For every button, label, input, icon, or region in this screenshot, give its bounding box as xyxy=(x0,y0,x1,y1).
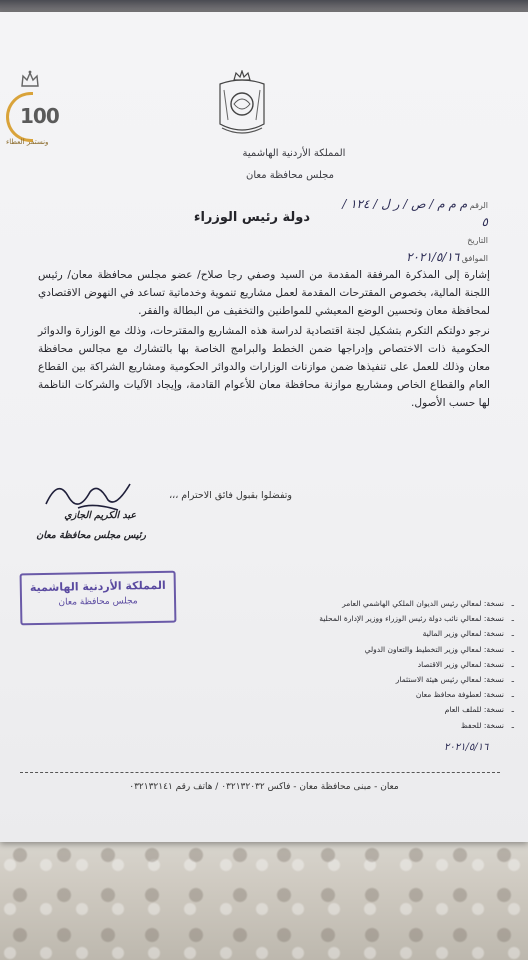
handwritten-date: ٢٠٢١/٥/١٦ xyxy=(444,742,489,753)
list-item: ـ نسخة: لمعالي وزير المالية xyxy=(422,629,514,639)
logo-tagline: ونستمر العطاء xyxy=(6,138,49,146)
reference-label: الرقم xyxy=(469,201,488,210)
reference-value: م م م / ص / ر ل / ١٢٤ / ٥ xyxy=(342,197,488,229)
list-item: ـ نسخة: للملف العام xyxy=(444,705,514,715)
attach-row xyxy=(338,249,488,267)
signatory-title: رئيس مجلس محافظة معان xyxy=(36,530,146,541)
official-stamp xyxy=(20,571,177,626)
signatory-name: عبد الكريم الجازي xyxy=(64,510,136,521)
crown-icon xyxy=(20,70,40,88)
body-paragraph-1: إشارة إلى المذكرة المرفقة المقدمة من السيد وصفي رجا صلاح/ عضو مجلس محافظة معان/ رئيس اللجنة المالية، بخصوص المقترحات المقدمة لعمل مشاريع تنموية وخدماتية تساعد في النهوض الاقتصادي لمحافظة معان وتحسين الوضع المعيشي للمواطنين والتخفيف من البطالة والفقر. xyxy=(38,269,490,317)
council-heading: مجلس محافظة معان xyxy=(245,170,334,181)
tablecloth-background xyxy=(0,835,528,960)
list-item: ـ نسخة: لمعالي وزير الاقتصاد xyxy=(417,659,514,669)
reference-row xyxy=(338,196,488,232)
list-item: ـ نسخة: لمعالي وزير التخطيط والتعاون الدولي xyxy=(364,644,514,654)
addressee: دولة رئيس الوزراء xyxy=(193,210,310,225)
list-item: ـ نسخة: لمعالي رئيس الديوان الملكي الهاشمي العامر xyxy=(342,599,514,608)
body-paragraph-2: نرجو دولتكم التكرم بتشكيل لجنة اقتصادية لدراسة هذه المشاريع والمقترحات، وذلك مع الوزارة والدوائر الحكومية ذات الاختصاص وإدراجها ضمن الخطط والبرامج الخاصة بها بالتشارك مع مجالس محافظة معان وذلك للعمل على تنفيذها ضمن موازنات الوزارات والدوائر الحكومية ومشاريع الشراكة بين القطاع العام والقطاع الخاص ومشاريع موازنة محافظة معان للأعوام القادمة، وإيجاد الآليات والشركات الناظمة لها حسب الأصول. xyxy=(38,325,490,409)
date-label: التاريخ xyxy=(467,236,488,245)
list-item: ـ نسخة: لعطوفة محافظ معان xyxy=(415,690,514,700)
letter-body xyxy=(38,266,490,412)
letter-page xyxy=(0,12,528,842)
list-item: ـ نسخة: للحفظ xyxy=(460,720,514,730)
stamp-line-2: مجلس محافظة معان xyxy=(58,596,138,608)
centennial-logo xyxy=(6,70,64,150)
closing-phrase: وتفضلوا بقبول فائق الاحترام ،،، xyxy=(169,490,292,501)
stamp-line-1: المملكة الأردنية الهاشمية xyxy=(29,578,166,595)
footer-contact: معان - مبنى محافظة معان - فاكس ٠٣٢١٣٢٠٣٢ / هاتف رقم ٠٣٢١٣٢١٤١ xyxy=(129,782,399,792)
date-row xyxy=(338,232,488,249)
logo-number: 100 xyxy=(20,104,59,128)
coat-of-arms-icon xyxy=(214,70,270,140)
copies-list xyxy=(274,596,514,733)
attach-label: الموافق xyxy=(461,254,488,263)
list-item: ـ نسخة: لمعالي نائب دولة رئيس الوزراء ووزير الإدارة المحلية xyxy=(319,614,514,624)
footer-divider xyxy=(20,772,500,773)
date-value: ٢٠٢١/٥/١٦ xyxy=(406,250,460,264)
list-item: ـ نسخة: لمعالي رئيس هيئة الاستثمار xyxy=(395,675,514,685)
signature-scrawl xyxy=(38,474,138,514)
kingdom-heading: المملكة الأردنية الهاشمية xyxy=(242,148,346,159)
reference-block xyxy=(338,196,488,267)
